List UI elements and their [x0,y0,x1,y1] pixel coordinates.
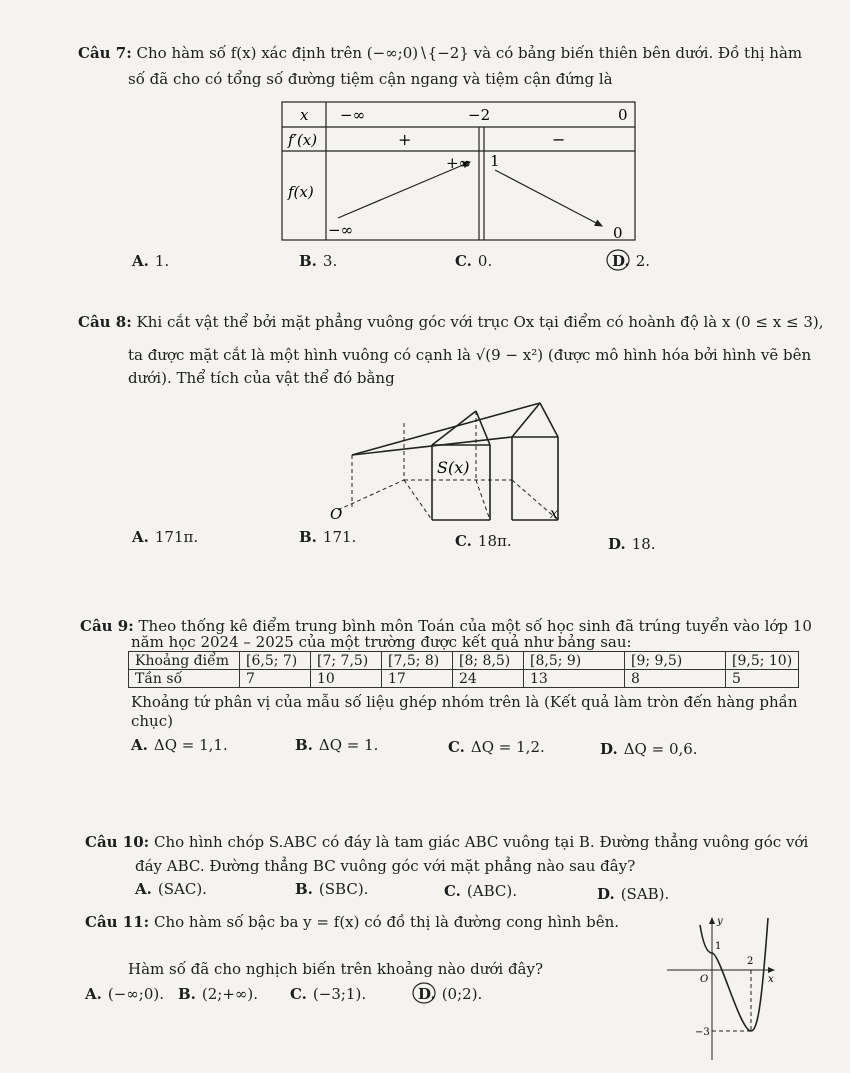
q9-frequency-1: 7 [240,670,311,688]
q11-tick-2: 2 [747,956,754,967]
q9-option-a-key: A. [131,736,148,754]
q7-x-label: x [300,106,309,124]
q11-option-c-text: (−3;1). [312,985,367,1003]
q9-frequency-5: 13 [524,670,625,688]
q8-stem-line3: dưới). Thể tích của vật thể đó bằng [128,369,395,387]
q10-option-b[interactable] [295,880,368,898]
q7-stem-text: Cho hàm số f(x) xác định trên (−∞;0)∖{−2} và có bảng biến thiên bên dưới. Đồ thị hàm [136,44,803,62]
q11-y-label: y [717,916,723,927]
q11-option-b-text: (2;+∞). [201,985,259,1003]
q11-selected-answer-circle [411,979,437,1005]
q8-stem-line2: ta được mặt cắt là một hình vuông có cạnh là √(9 − x²) (được mô hình hóa bởi hình vẽ bên [128,346,812,364]
q11-option-c[interactable] [290,985,366,1003]
q7-f-neg-inf: −∞ [328,221,354,239]
q11-stem-text: Cho hàm số bậc ba y = f(x) có đồ thị là đường cong hình bên. [153,913,619,931]
q9-table-row-intervals [129,652,799,670]
q11-cubic-curve [700,918,768,1031]
q11-stem-line2: Hàm số đã cho nghịch biến trên khoảng nào dưới đây? [128,960,544,978]
q8-option-c-text: 18π. [477,532,512,550]
q10-option-d[interactable] [597,885,669,903]
q7-option-c-text: 0. [477,252,493,270]
q7-option-b-text: 3. [322,252,338,270]
q7-option-b[interactable] [299,252,337,270]
q11-cubic-graph [662,910,777,1065]
q7-f-pos-inf: +∞ [446,154,472,172]
q9-frequency-table [128,651,799,688]
q7-option-a[interactable] [132,252,169,270]
q10-option-b-key: B. [295,880,313,898]
q8-option-a-key: A. [132,528,149,546]
q9-option-c[interactable] [448,738,545,756]
q10-label: Câu 10: [85,833,150,851]
q9-interval-6: [9; 9,5) [625,652,726,670]
q9-interval-2: [7; 7,5) [311,652,382,670]
q11-x-label: x [768,974,774,985]
q7-f-one: 1 [490,152,500,170]
q8-axis-label: x [550,506,558,522]
q7-option-d-text: 2. [635,252,651,270]
q8-option-a-text: 171π. [154,528,199,546]
q11-option-a-key: A. [85,985,102,1003]
q10-stem-line1 [85,833,808,851]
q9-row2-header: Tần số [129,670,240,688]
q9-interval-1: [6,5; 7) [240,652,311,670]
q11-option-a-text: (−∞;0). [107,985,165,1003]
q9-option-d-text: ΔQ = 0,6. [623,740,698,758]
q8-stem-text: Khi cắt vật thể bởi mặt phẳng vuông góc với trục Ox tại điểm có hoành độ là x (0 ≤ x ≤ 3), [136,313,824,331]
q10-option-a[interactable] [135,880,207,898]
q9-frequency-7: 5 [726,670,799,688]
q10-option-c-text: (ABC). [466,882,517,900]
q9-frequency-2: 10 [311,670,382,688]
q11-tick-1: 1 [715,941,722,952]
q8-option-c[interactable] [455,532,512,550]
q9-label: Câu 9: [80,617,134,635]
q9-option-a-text: ΔQ = 1,1. [153,736,228,754]
q9-frequency-4: 24 [453,670,524,688]
q10-stem-line2: đáy ABC. Đường thẳng BC vuông góc với mặt phẳng nào sau đây? [135,857,636,875]
q10-option-d-key: D. [597,885,615,903]
q9-interval-5: [8,5; 9) [524,652,625,670]
q11-option-d-text: (0;2). [441,985,483,1003]
q9-stem-line2: năm học 2024 – 2025 của một trường được kết quả như bảng sau: [131,633,632,651]
q9-option-d[interactable] [600,740,698,758]
q7-x-neg2: −2 [468,106,491,124]
q11-option-a[interactable] [85,985,164,1003]
q8-option-d[interactable] [608,535,656,553]
q9-interval-3: [7,5; 8) [382,652,453,670]
q7-option-d-key: D. [612,252,630,270]
q7-fp-sign-plus: + [398,130,412,149]
q8-option-d-text: 18. [631,535,656,553]
q10-stem-text: Cho hình chóp S.ABC có đáy là tam giác ABC vuông tại B. Đường thẳng vuông góc với [153,833,809,851]
q7-option-c-key: C. [455,252,472,270]
q8-section-label: S(x) [437,458,470,477]
q7-option-b-key: B. [299,252,317,270]
q8-option-b-key: B. [299,528,317,546]
q7-x-zero: 0 [618,106,628,124]
q11-tick-neg3: −3 [695,1027,710,1038]
q7-fp-label: f′(x) [288,131,318,149]
q11-label: Câu 11: [85,913,150,931]
q9-option-c-key: C. [448,738,465,756]
q9-row1-header: Khoảng điểm [129,652,240,670]
q10-option-d-text: (SAB). [620,885,670,903]
q7-fp-sign-minus: − [552,130,566,149]
q9-option-b[interactable] [295,736,378,754]
q8-option-c-key: C. [455,532,472,550]
q9-table-row-frequencies [129,670,799,688]
q7-option-a-key: A. [132,252,149,270]
q9-frequency-3: 17 [382,670,453,688]
q7-variation-table [280,100,640,245]
q10-option-a-key: A. [135,880,152,898]
q11-origin-label: O [700,974,709,985]
q7-stem-line2: số đã cho có tổng số đường tiệm cận ngang và tiệm cận đứng là [128,70,613,88]
q8-solid-figure [320,395,575,530]
q9-interval-7: [9,5; 10) [726,652,799,670]
q8-option-b-text: 171. [322,528,357,546]
q10-option-a-text: (SAC). [157,880,207,898]
q9-frequency-6: 8 [625,670,726,688]
q9-interval-4: [8; 8,5) [453,652,524,670]
q11-option-c-key: C. [290,985,307,1003]
q7-selected-answer-circle [605,246,631,272]
q9-stem-line3: Khoảng tứ phân vị của mẫu số liệu ghép nhóm trên là (Kết quả làm tròn đến hàng phần [131,693,798,711]
q9-option-b-text: ΔQ = 1. [318,736,379,754]
q9-stem-line4: chục) [131,712,173,730]
q9-option-c-text: ΔQ = 1,2. [470,738,545,756]
q7-option-a-text: 1. [154,252,170,270]
q8-origin-label: O [330,505,343,523]
q10-option-c[interactable] [444,882,517,900]
q11-option-b[interactable] [178,985,258,1003]
q11-option-d-key: D. [418,985,436,1003]
q8-label: Câu 8: [78,313,132,331]
q7-label: Câu 7: [78,44,132,62]
q8-stem-line1 [78,313,823,331]
q7-f-label: f(x) [288,183,314,201]
q10-option-c-key: C. [444,882,461,900]
q9-option-a[interactable] [131,736,228,754]
q11-stem-line1 [85,913,619,931]
q10-option-b-text: (SBC). [318,880,369,898]
q8-option-b[interactable] [299,528,356,546]
q8-option-d-key: D. [608,535,626,553]
q8-option-a[interactable] [132,528,198,546]
q9-option-d-key: D. [600,740,618,758]
q7-option-c[interactable] [455,252,492,270]
q7-stem-line1 [78,44,802,62]
q9-stem-text: Theo thống kê điểm trung bình môn Toán của một số học sinh đã trúng tuyển vào lớp 10 [138,617,812,635]
q7-f-zero: 0 [613,224,623,242]
q9-option-b-key: B. [295,736,313,754]
q11-option-b-key: B. [178,985,196,1003]
q7-x-neg-inf: −∞ [340,106,366,124]
